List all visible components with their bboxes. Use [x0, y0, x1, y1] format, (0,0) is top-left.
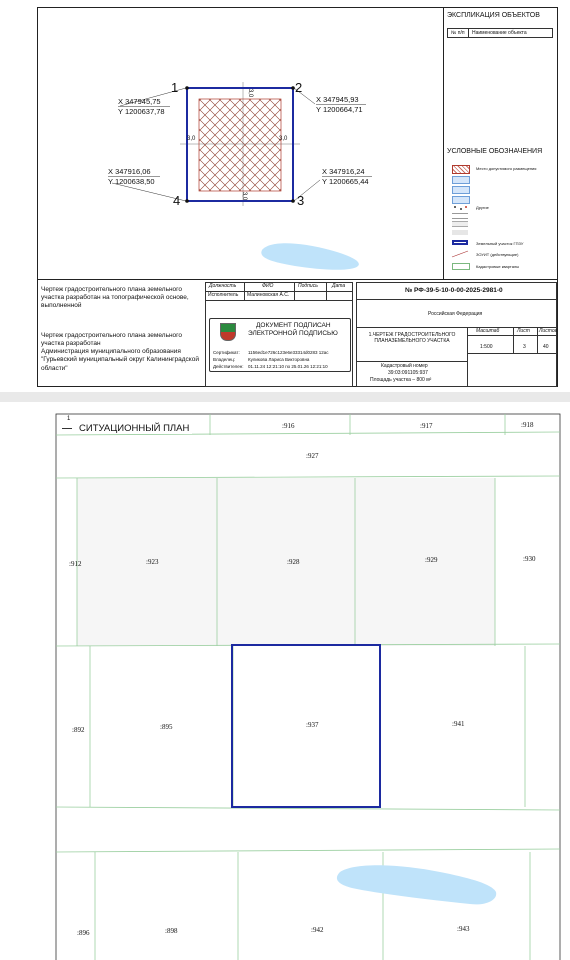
legend-label-allowed: Место допустимого размещения — [476, 166, 537, 171]
note-dev-line: Чертеж градостроительного плана земельного участка разработан — [41, 332, 183, 348]
parcel-943: :943 — [457, 925, 470, 933]
legend-label-other: Другие — [476, 205, 489, 210]
p4-y: Y 1200638,50 — [108, 177, 155, 186]
p1-y: Y 1200637,78 — [118, 107, 165, 116]
esign-cert-label: Сертификат: — [213, 350, 240, 355]
setback-bottom: 3,0 — [241, 191, 248, 201]
situation-title: СИТУАЦИОННЫЙ ПЛАН — [76, 424, 192, 434]
p4-x: X 347916,06 — [108, 167, 151, 176]
note-org: Администрация муниципального образования "Гурьевский муниципальный округ Калининградской области" — [41, 348, 199, 372]
grid-line-h5 — [56, 849, 560, 852]
esign-title-2: ЭЛЕКТРОННОЙ ПОДПИСЬЮ — [248, 330, 338, 337]
parcel-916: :916 — [282, 422, 295, 430]
country: Российская Федерация — [428, 311, 483, 317]
stamp-h-date: Дата — [332, 283, 346, 289]
esign-cert: 1156ed1e726c123e6e33314d0283 12ac — [248, 350, 329, 355]
sheets-value: 40 — [543, 344, 549, 350]
corner-mark: 1 — [67, 416, 71, 422]
h-sheets: Листов — [539, 328, 558, 334]
legend-label-quarter: Кадастровые кварталы — [476, 264, 520, 269]
explication-title: ЭКСПЛИКАЦИЯ ОБЪЕКТОВ — [447, 12, 540, 19]
parcel-937: :937 — [306, 721, 319, 729]
situation-plan-sheet — [0, 402, 570, 960]
grid-line-h2 — [56, 476, 560, 478]
p3-y: Y 1200665,44 — [322, 177, 369, 186]
parcel-941: :941 — [452, 720, 465, 728]
vertex-3 — [291, 199, 295, 203]
cad-number: 39:03:091105:937 — [388, 370, 428, 376]
drawing-title: 1.ЧЕРТЕЖ ГРАДОСТРОИТЕЛЬНОГО ПЛАНАЗЕМЕЛЬНОГО УЧАСТКА — [368, 332, 456, 344]
doc-number: № РФ-39-5-10-0-00-2025-2981-0 — [405, 287, 503, 294]
esign-title-1: ДОКУМЕНТ ПОДПИСАН — [256, 322, 331, 329]
vertex-1 — [185, 86, 189, 90]
parcel-930: :930 — [523, 555, 536, 563]
parcel-927: :927 — [306, 452, 319, 460]
note-developer — [41, 332, 201, 373]
title-stamp — [356, 282, 557, 387]
stamp-h-name: ФИО — [262, 283, 274, 289]
water-body-situation — [337, 865, 496, 904]
setback-right: 3,0 — [279, 136, 288, 142]
p3-x: X 347916,24 — [322, 167, 365, 176]
water-body — [261, 243, 359, 270]
legend-label-plot: Земельный участок ГПЗУ — [476, 241, 524, 246]
parcel-fill-928 — [217, 478, 355, 646]
note-topo: Чертеж градостроительного плана земельного участка разработан на топографической основе, выполненной — [41, 286, 189, 310]
coat-of-arms-icon — [220, 323, 236, 341]
point-label-2: 2 — [295, 80, 303, 95]
p2-x: X 347945,93 — [316, 95, 359, 104]
parcel-928: :928 — [287, 558, 300, 566]
parcel-917: :917 — [420, 422, 433, 430]
parcel-942: :942 — [311, 926, 324, 934]
point-label-1: 1 — [171, 80, 179, 95]
setback-top: 3,0 — [247, 88, 254, 98]
allowed-placement-zone — [199, 99, 281, 191]
esign-owner-label: Владелец: — [213, 357, 236, 362]
plot-area: Площадь участка – 800 м² — [370, 377, 432, 383]
point-label-4: 4 — [173, 193, 181, 208]
point-label-3: 3 — [297, 193, 305, 208]
vertex-4 — [185, 199, 189, 203]
parcel-912: :912 — [69, 560, 82, 568]
parcel-929: :929 — [425, 556, 438, 564]
gpzu-drawing-sheet — [0, 0, 570, 392]
parcel-923: :923 — [146, 558, 159, 566]
h-scale: Масштаб — [476, 328, 500, 334]
stamp-person: Малиновская А.С. — [247, 292, 290, 298]
h-sheet: Лист — [517, 328, 530, 334]
stamp-role: Исполнитель — [208, 292, 239, 298]
explication-col-name: Наименование объекта — [472, 30, 527, 36]
parcel-898: :898 — [165, 927, 178, 935]
explication-col-num: № п/п — [451, 30, 465, 36]
cad-label: Кадастровый номер — [381, 363, 428, 369]
stamp-h-sign: Подпись — [298, 283, 318, 289]
parcel-896: :896 — [77, 929, 90, 937]
esign-valid-label: Действителен: — [213, 364, 244, 369]
parcel-918: :918 — [521, 421, 534, 429]
legend-label-zouit: ЗОУИТ (действующие) — [476, 252, 519, 257]
parcel-895: :895 — [160, 723, 173, 731]
esign-valid: 01.11.24 12:21:10 по 25.01.26 12:21:10 — [248, 364, 328, 369]
sheet-value: 3 — [523, 344, 526, 350]
stamp-h-position: Должность — [209, 283, 237, 289]
e-signature-box — [209, 318, 351, 372]
scale-value: 1:500 — [480, 344, 493, 350]
legend-title: УСЛОВНЫЕ ОБОЗНАЧЕНИЯ — [447, 148, 543, 155]
setback-left: 3,0 — [187, 136, 196, 142]
title-dash — [62, 428, 72, 429]
p1-x: X 347945,75 — [118, 97, 161, 106]
p2-y: Y 1200664,71 — [316, 105, 363, 114]
parcel-892: :892 — [72, 726, 85, 734]
esign-owner: Куликова Лариса Викторовна — [248, 357, 310, 362]
situation-map — [0, 402, 570, 960]
